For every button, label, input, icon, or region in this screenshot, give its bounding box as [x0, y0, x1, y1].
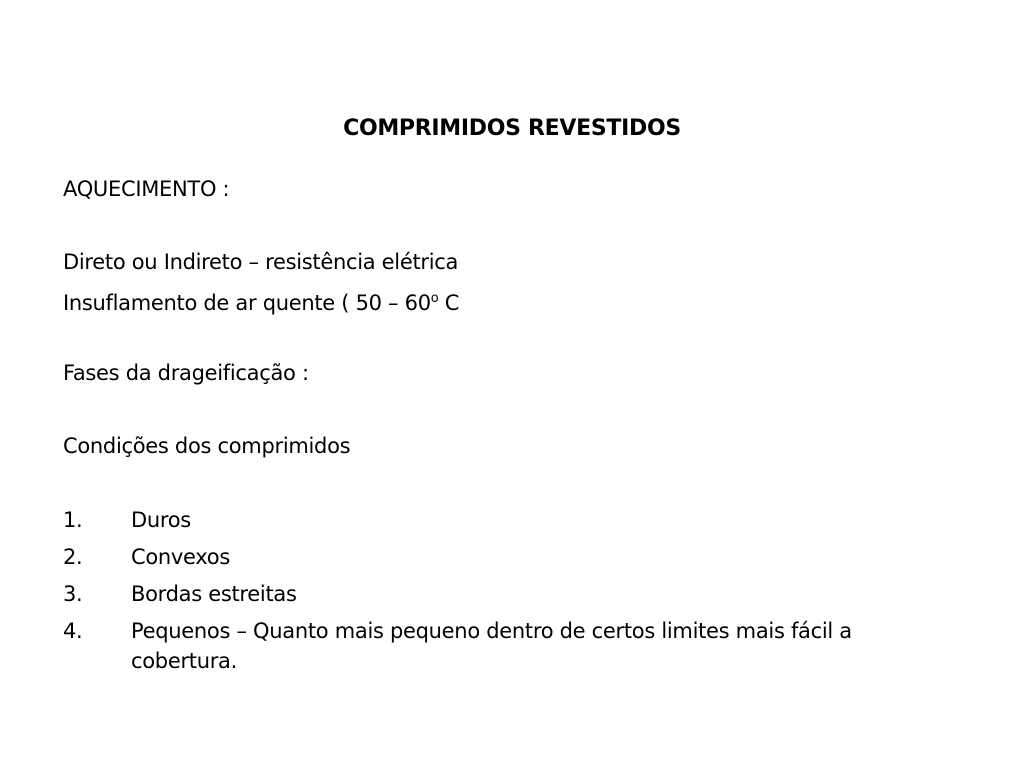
- list-number: 2.: [63, 545, 83, 569]
- list-text: Convexos: [131, 545, 230, 569]
- heating-direct-text: Direto ou Indireto – resistência elétrica: [63, 250, 459, 274]
- hot-air-suffix: C: [438, 291, 460, 315]
- list-item: [63, 616, 963, 676]
- conditions-label: Condições dos comprimidos: [63, 434, 351, 458]
- list-text: Duros: [131, 508, 191, 532]
- list-item: [63, 505, 963, 535]
- list-number: 3.: [63, 582, 83, 606]
- phases-label: Fases da drageificação :: [63, 361, 309, 385]
- list-item: [63, 579, 963, 609]
- slide-title: COMPRIMIDOS REVESTIDOS: [343, 116, 681, 141]
- hot-air-text: [63, 284, 459, 318]
- list-text: Bordas estreitas: [131, 582, 297, 606]
- list-number: 4.: [63, 619, 83, 643]
- hot-air-prefix: Insuflamento de ar quente ( 50 – 60: [63, 291, 431, 315]
- list-number: 1.: [63, 508, 83, 532]
- list-text: Pequenos – Quanto mais pequeno dentro de certos limites mais fácil a cobertura.: [131, 619, 852, 673]
- degree-symbol: o: [430, 291, 439, 306]
- heating-label: AQUECIMENTO :: [63, 177, 230, 201]
- list-item: [63, 542, 963, 572]
